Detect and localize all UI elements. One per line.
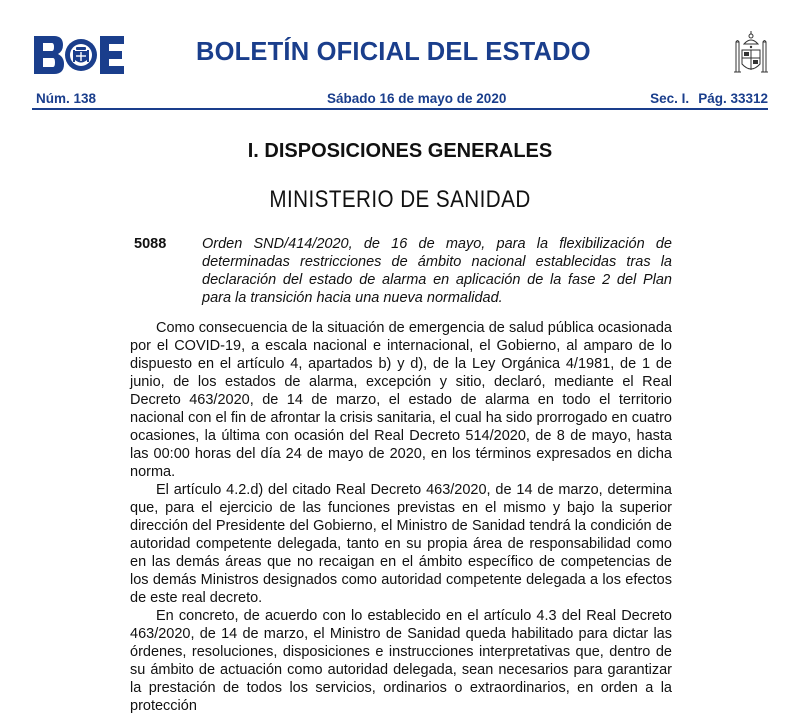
page-header xyxy=(0,0,800,112)
body-text xyxy=(130,319,672,715)
entry-summary: Orden SND/414/2020, de 16 de mayo, para la flexibilización de determinadas restricciones de ámbito nacional establecidas tras la declaración del estado de alarma en aplicación de la fase 2 del Plan para la transición hacia una nueva normalidad. xyxy=(202,236,672,306)
entry-number: 5088 xyxy=(134,236,167,252)
boe-logo xyxy=(34,36,126,74)
ministry-title: MINISTERIO DE SANIDAD xyxy=(269,186,531,213)
section-and-page xyxy=(650,91,768,106)
paragraph: El artículo 4.2.d) del citado Real Decreto 463/2020, de 14 de marzo, determina que, para el ejercicio de las funciones previstas en el mismo y bajo la superior dirección del Presidente del Gobierno, el Ministro de Sanidad tendrá la condición de autoridad competente delegada, tanto en su propia área de responsabilidad como en las demás áreas que no recaigan en el ámbito específico de competencias de los demás Ministros designados como autoridad competente delegada a los efectos de este real decreto. xyxy=(130,482,672,606)
section-label: Sec. I. xyxy=(650,91,690,106)
page-label: Pág. 33312 xyxy=(698,91,768,106)
coat-of-arms-icon xyxy=(734,30,768,78)
issue-date: Sábado 16 de mayo de 2020 xyxy=(327,91,507,106)
gazette-title: BOLETÍN OFICIAL DEL ESTADO xyxy=(196,38,591,66)
paragraph: Como consecuencia de la situación de emergencia de salud pública ocasionada por el COVID-19, a escala nacional e internacional, el Gobierno, al amparo de lo dispuesto en el artículo 4, apartados b) y d), de la Ley Orgánica 4/1981, de 1 de junio, de los estados de alarma, excepción y sitio, declaró, mediante el Real Decreto 463/2020, de 14 de marzo, el estado de alarma en todo el territorio nacional con el fin de afrontar la crisis sanitaria, el cual ha sido prorrogado en cuatro ocasiones, la última con ocasión del Real Decreto 514/2020, de 8 de mayo, hasta las 00:00 horas del día 24 de mayo de 2020, en los términos expresados en dicha norma. xyxy=(130,320,672,480)
issue-number: Núm. 138 xyxy=(36,91,97,106)
section-title: I. DISPOSICIONES GENERALES xyxy=(247,140,553,162)
paragraph: En concreto, de acuerdo con lo establecido en el artículo 4.3 del Real Decreto 463/2020, de 14 de marzo, el Ministro de Sanidad queda habilitado para dictar las órdenes, resoluciones, disposiciones e instrucciones interpretativas que, dentro de su ámbito de actuación como autoridad delegada, sean necesarios para garantizar la prestación de todos los servicios, ordinarios o extraordinarios, en orden a la protección xyxy=(130,608,672,714)
header-rule xyxy=(32,108,768,110)
